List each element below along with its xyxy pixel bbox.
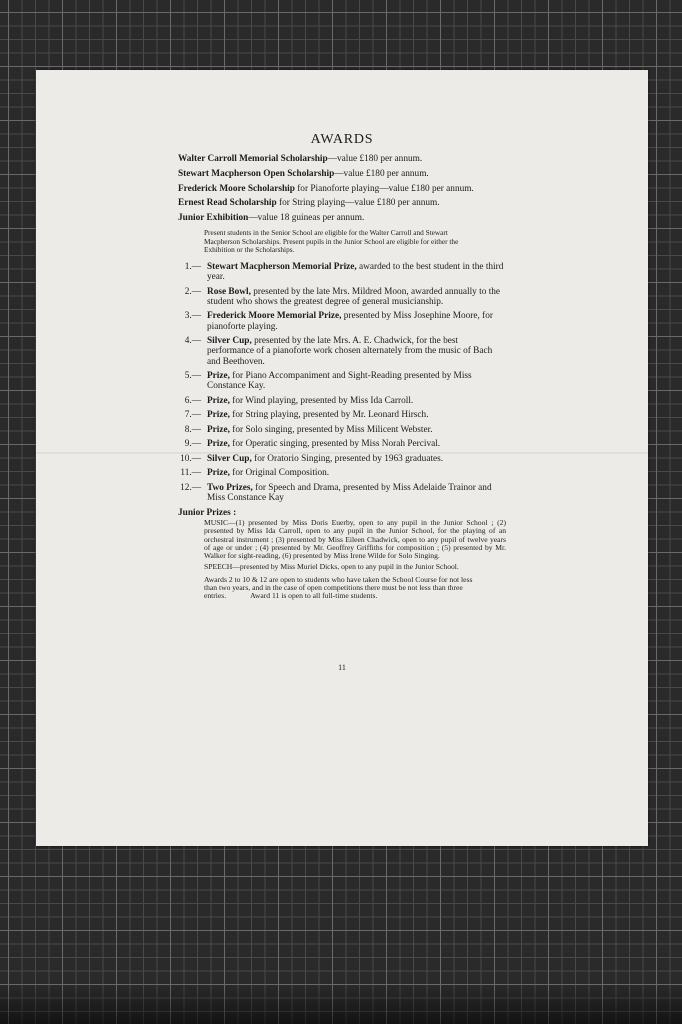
prize-item — [178, 410, 506, 420]
page-content — [178, 132, 506, 601]
prize-item — [178, 468, 506, 478]
scholarship-name: Stewart Macpherson Open Scholarship — [178, 168, 335, 179]
prize-name: Silver Cup, — [207, 453, 252, 464]
scholarship-detail: for Pianoforte playing—value £180 per annum. — [294, 183, 474, 194]
scholarship-name: Walter Carroll Memorial Scholarship — [178, 154, 328, 164]
prize-number: 4.— — [184, 336, 201, 347]
prize-item — [178, 262, 506, 283]
award-11-rule: Award 11 is open to all full-time students. — [250, 591, 378, 601]
prize-number: 8.— — [184, 424, 201, 435]
prize-number: 5.— — [184, 371, 201, 382]
junior-speech-prize: SPEECH—presented by Miss Muriel Dicks, open to any pupil in the Junior School. — [204, 562, 459, 572]
prize-number: 9.— — [184, 439, 201, 450]
prize-item — [178, 287, 506, 308]
prize-number: 2.— — [184, 286, 201, 297]
table-edge-shadow — [0, 984, 682, 1024]
prize-name: Stewart Macpherson Memorial Prize, — [207, 261, 357, 272]
scholarship-detail: —value £180 per annum. — [334, 168, 429, 179]
awards-rule: Awards 2 to 10 & 12 are open to students who have taken the School Course for not less than two years, and in the case of open competitions there must be not less than three entries. — [204, 574, 473, 601]
prize-item — [178, 425, 506, 435]
prize-list — [178, 262, 506, 504]
prize-number: 12.— — [180, 482, 201, 493]
scholarship-item — [178, 154, 506, 164]
prize-name: Prize, — [207, 371, 230, 382]
prize-name: Prize, — [207, 410, 230, 421]
scholarship-list — [178, 154, 506, 223]
prize-item — [178, 483, 506, 504]
prize-name: Prize, — [207, 424, 230, 435]
document-page — [36, 70, 648, 846]
scholarship-item — [178, 213, 506, 223]
scholarship-name: Frederick Moore Scholarship — [178, 183, 295, 194]
page-number: 11 — [338, 663, 346, 672]
prize-name: Prize, — [207, 439, 230, 450]
prize-name: Prize, — [207, 468, 230, 479]
prize-name: Silver Cup, — [207, 336, 252, 347]
prize-description: for Piano Accompaniment and Sight-Reading presented by Miss Constance Kay. — [207, 371, 472, 392]
prize-item — [178, 311, 506, 332]
prize-item — [178, 396, 506, 406]
prize-number: 1.— — [184, 261, 201, 272]
prize-description: for Solo singing, presented by Miss Milicent Webster. — [229, 424, 433, 435]
prize-item — [178, 439, 506, 449]
prize-name: Frederick Moore Memorial Prize, — [207, 311, 342, 322]
prize-name: Rose Bowl, — [207, 286, 251, 297]
prize-name: Prize, — [207, 395, 230, 406]
prize-name: Two Prizes, — [207, 482, 253, 493]
junior-prizes-heading: Junior Prizes : — [178, 507, 237, 518]
prize-description: for Original Composition. — [229, 468, 330, 479]
prize-description: presented by the late Mrs. Mildred Moon, awarded annually to the student who shows the greatest degree of general musicianship. — [207, 286, 501, 307]
prize-description: for Wind playing, presented by Miss Ida Carroll. — [229, 395, 414, 406]
prize-description: for Oratorio Singing, presented by 1963 graduates. — [251, 453, 444, 464]
prize-description: awarded to the best student in the third year. — [207, 261, 504, 283]
prize-item — [178, 454, 506, 464]
scholarship-name: Ernest Read Scholarship — [178, 198, 277, 209]
prize-number: 7.— — [184, 410, 201, 421]
junior-music-prizes: MUSIC—(1) presented by Miss Doris Euerby, open to any pupil in the Junior School ; (2) presented by Miss Ida Carroll, open to any pupil in the Junior School, for the playing of an orchestral instrument ; (3) presented by Miss Eileen Chadwick, open to any pupil of twelve years of age or under ; (4) presented by Mr. Geoffrey Griffiths for composition ; (5) presented by Mr. Walker for sight-reading, (6) presented by Miss Irene Wilde for Solo Singing. — [204, 517, 506, 561]
prize-description: for String playing, presented by Mr. Leonard Hirsch. — [229, 410, 429, 421]
prize-number: 3.— — [184, 311, 201, 322]
prize-item — [178, 336, 506, 367]
scholarship-item — [178, 198, 506, 208]
scholarship-item — [178, 184, 506, 194]
prize-item — [178, 371, 506, 392]
scholarship-detail: —value 18 guineas per annum. — [248, 213, 365, 224]
scholarship-detail: —value £180 per annum. — [327, 154, 423, 164]
prize-number: 11.— — [180, 468, 201, 479]
prize-description: presented by the late Mrs. A. E. Chadwick, for the best performance of a pianoforte work chosen alternately from the music of Bach and Beethoven. — [207, 336, 493, 367]
prize-number: 6.— — [184, 395, 201, 406]
prize-description: for Operatic singing, presented by Miss Norah Percival. — [229, 439, 441, 450]
scholarship-detail: for String playing—value £180 per annum. — [276, 198, 440, 209]
eligibility-note: Present students in the Senior School are eligible for the Walter Carroll and Stewart Macpherson Scholarships. Present pupils in the Junior School are eligible for either the Exhibition or the Scholarships. — [204, 228, 459, 254]
scholarship-name: Junior Exhibition — [178, 213, 249, 224]
prize-description: presented by Miss Josephine Moore, for pianoforte playing. — [207, 311, 493, 332]
prize-number: 10.— — [180, 453, 201, 464]
awards-eligibility-note — [204, 576, 480, 601]
page-title: AWARDS — [310, 132, 374, 147]
prize-description: for Speech and Drama, presented by Miss Adelaide Trainor and Miss Constance Kay — [207, 482, 492, 504]
scholarship-item — [178, 169, 506, 179]
